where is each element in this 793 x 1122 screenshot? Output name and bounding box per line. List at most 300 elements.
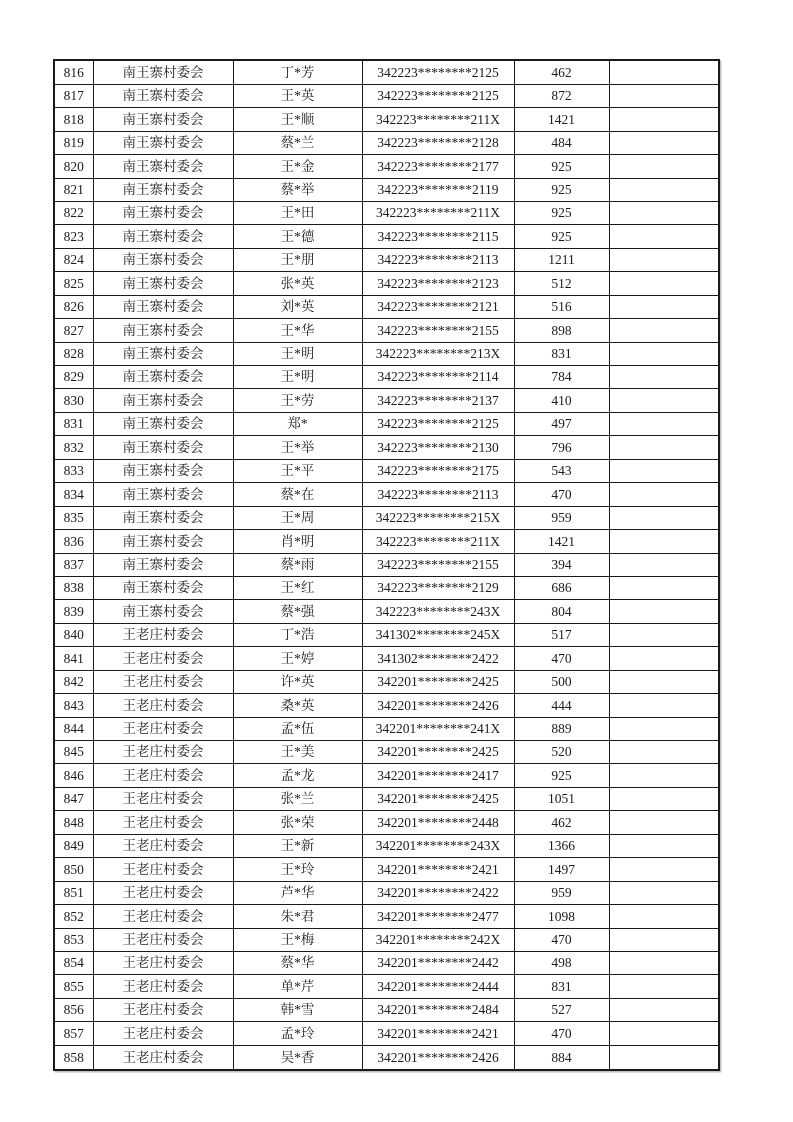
table-row [54, 951, 719, 974]
village-committee-cell: 南王寨村委会 [93, 108, 233, 131]
amount-cell: 1211 [514, 248, 609, 271]
id-number-cell: 342223********211X [362, 530, 514, 553]
remark-cell [609, 553, 719, 576]
person-name-cell: 王*明 [233, 366, 362, 389]
id-number-cell: 342201********2484 [362, 998, 514, 1021]
village-committee-cell: 南王寨村委会 [93, 248, 233, 271]
table-row [54, 60, 719, 84]
person-name-cell: 蔡*雨 [233, 553, 362, 576]
table-row [54, 764, 719, 787]
village-committee-cell: 南王寨村委会 [93, 131, 233, 154]
village-committee-cell: 王老庄村委会 [93, 834, 233, 857]
id-number-cell: 342223********243X [362, 600, 514, 623]
row-index-cell: 819 [54, 131, 93, 154]
amount-cell: 925 [514, 155, 609, 178]
row-index-cell: 844 [54, 717, 93, 740]
remark-cell [609, 975, 719, 998]
village-committee-cell: 王老庄村委会 [93, 858, 233, 881]
village-committee-cell: 南王寨村委会 [93, 506, 233, 529]
amount-cell: 543 [514, 459, 609, 482]
amount-cell: 512 [514, 272, 609, 295]
id-number-cell: 342223********211X [362, 108, 514, 131]
amount-cell: 462 [514, 811, 609, 834]
village-committee-cell: 南王寨村委会 [93, 319, 233, 342]
row-index-cell: 834 [54, 483, 93, 506]
table-row [54, 787, 719, 810]
person-name-cell: 王*顺 [233, 108, 362, 131]
id-number-cell: 342201********2444 [362, 975, 514, 998]
person-name-cell: 蔡*强 [233, 600, 362, 623]
row-index-cell: 854 [54, 951, 93, 974]
id-number-cell: 342201********2421 [362, 858, 514, 881]
id-number-cell: 342223********2175 [362, 459, 514, 482]
person-name-cell: 王*红 [233, 576, 362, 599]
id-number-cell: 342223********2125 [362, 84, 514, 107]
remark-cell [609, 741, 719, 764]
row-index-cell: 853 [54, 928, 93, 951]
village-committee-cell: 南王寨村委会 [93, 436, 233, 459]
row-index-cell: 849 [54, 834, 93, 857]
person-name-cell: 张*兰 [233, 787, 362, 810]
table-row [54, 530, 719, 553]
person-name-cell: 孟*龙 [233, 764, 362, 787]
table-row [54, 178, 719, 201]
id-number-cell: 341302********2422 [362, 647, 514, 670]
person-name-cell: 丁*芳 [233, 60, 362, 84]
row-index-cell: 826 [54, 295, 93, 318]
row-index-cell: 852 [54, 905, 93, 928]
village-committee-cell: 王老庄村委会 [93, 998, 233, 1021]
remark-cell [609, 600, 719, 623]
amount-cell: 925 [514, 764, 609, 787]
row-index-cell: 857 [54, 1022, 93, 1045]
remark-cell [609, 623, 719, 646]
id-number-cell: 342201********243X [362, 834, 514, 857]
person-name-cell: 朱*君 [233, 905, 362, 928]
person-name-cell: 王*举 [233, 436, 362, 459]
row-index-cell: 831 [54, 412, 93, 435]
remark-cell [609, 60, 719, 84]
table-row [54, 342, 719, 365]
person-name-cell: 王*梅 [233, 928, 362, 951]
village-committee-cell: 南王寨村委会 [93, 553, 233, 576]
amount-cell: 925 [514, 225, 609, 248]
remark-cell [609, 951, 719, 974]
table-row [54, 811, 719, 834]
remark-cell [609, 764, 719, 787]
person-name-cell: 孟*伍 [233, 717, 362, 740]
amount-cell: 498 [514, 951, 609, 974]
table-row [54, 295, 719, 318]
remark-cell [609, 201, 719, 224]
table-row [54, 717, 719, 740]
person-name-cell: 王*玲 [233, 858, 362, 881]
id-number-cell: 342201********2425 [362, 670, 514, 693]
id-number-cell: 342201********2421 [362, 1022, 514, 1045]
id-number-cell: 342223********2129 [362, 576, 514, 599]
row-index-cell: 825 [54, 272, 93, 295]
row-index-cell: 829 [54, 366, 93, 389]
person-name-cell: 王*金 [233, 155, 362, 178]
village-committee-cell: 南王寨村委会 [93, 225, 233, 248]
id-number-cell: 342223********2114 [362, 366, 514, 389]
amount-cell: 1051 [514, 787, 609, 810]
row-index-cell: 824 [54, 248, 93, 271]
remark-cell [609, 295, 719, 318]
table-row [54, 670, 719, 693]
table-row [54, 389, 719, 412]
remark-cell [609, 717, 719, 740]
amount-cell: 1366 [514, 834, 609, 857]
remark-cell [609, 834, 719, 857]
amount-cell: 796 [514, 436, 609, 459]
row-index-cell: 856 [54, 998, 93, 1021]
id-number-cell: 342223********2155 [362, 553, 514, 576]
id-number-cell: 341302********245X [362, 623, 514, 646]
person-name-cell: 王*德 [233, 225, 362, 248]
id-number-cell: 342223********2125 [362, 412, 514, 435]
id-number-cell: 342201********2477 [362, 905, 514, 928]
row-index-cell: 847 [54, 787, 93, 810]
amount-cell: 1497 [514, 858, 609, 881]
id-number-cell: 342223********2115 [362, 225, 514, 248]
village-committee-cell: 南王寨村委会 [93, 155, 233, 178]
remark-cell [609, 1045, 719, 1070]
person-name-cell: 王*新 [233, 834, 362, 857]
amount-cell: 470 [514, 928, 609, 951]
remark-cell [609, 787, 719, 810]
table-row [54, 834, 719, 857]
id-number-cell: 342223********213X [362, 342, 514, 365]
table-row [54, 998, 719, 1021]
village-committee-cell: 王老庄村委会 [93, 694, 233, 717]
row-index-cell: 832 [54, 436, 93, 459]
person-name-cell: 刘*英 [233, 295, 362, 318]
amount-cell: 527 [514, 998, 609, 1021]
remark-cell [609, 155, 719, 178]
village-committee-cell: 王老庄村委会 [93, 741, 233, 764]
id-number-cell: 342223********2130 [362, 436, 514, 459]
amount-cell: 497 [514, 412, 609, 435]
row-index-cell: 836 [54, 530, 93, 553]
row-index-cell: 835 [54, 506, 93, 529]
remark-cell [609, 576, 719, 599]
person-name-cell: 王*明 [233, 342, 362, 365]
row-index-cell: 841 [54, 647, 93, 670]
row-index-cell: 830 [54, 389, 93, 412]
village-committee-cell: 王老庄村委会 [93, 975, 233, 998]
table-row [54, 412, 719, 435]
amount-cell: 872 [514, 84, 609, 107]
id-number-cell: 342201********2426 [362, 694, 514, 717]
id-number-cell: 342223********2113 [362, 483, 514, 506]
id-number-cell: 342223********2177 [362, 155, 514, 178]
id-number-cell: 342201********242X [362, 928, 514, 951]
table-row [54, 647, 719, 670]
id-number-cell: 342223********2137 [362, 389, 514, 412]
remark-cell [609, 108, 719, 131]
village-committee-cell: 南王寨村委会 [93, 412, 233, 435]
remark-cell [609, 694, 719, 717]
village-committee-cell: 南王寨村委会 [93, 576, 233, 599]
remark-cell [609, 225, 719, 248]
village-committee-cell: 南王寨村委会 [93, 366, 233, 389]
id-number-cell: 342223********2119 [362, 178, 514, 201]
remark-cell [609, 459, 719, 482]
village-committee-cell: 南王寨村委会 [93, 600, 233, 623]
table-row [54, 319, 719, 342]
remark-cell [609, 178, 719, 201]
remark-cell [609, 506, 719, 529]
amount-cell: 410 [514, 389, 609, 412]
person-name-cell: 蔡*兰 [233, 131, 362, 154]
amount-cell: 444 [514, 694, 609, 717]
row-index-cell: 821 [54, 178, 93, 201]
table-row [54, 623, 719, 646]
village-committee-cell: 王老庄村委会 [93, 670, 233, 693]
row-index-cell: 840 [54, 623, 93, 646]
remark-cell [609, 858, 719, 881]
table-row [54, 108, 719, 131]
person-name-cell: 王*朋 [233, 248, 362, 271]
amount-cell: 804 [514, 600, 609, 623]
person-name-cell: 王*周 [233, 506, 362, 529]
row-index-cell: 858 [54, 1045, 93, 1070]
person-name-cell: 蔡*华 [233, 951, 362, 974]
village-committee-cell: 王老庄村委会 [93, 717, 233, 740]
row-index-cell: 833 [54, 459, 93, 482]
village-committee-cell: 王老庄村委会 [93, 787, 233, 810]
amount-cell: 1098 [514, 905, 609, 928]
id-number-cell: 342201********2442 [362, 951, 514, 974]
village-committee-cell: 王老庄村委会 [93, 1045, 233, 1070]
village-committee-cell: 王老庄村委会 [93, 647, 233, 670]
table-row [54, 155, 719, 178]
id-number-cell: 342223********2125 [362, 60, 514, 84]
person-name-cell: 丁*浩 [233, 623, 362, 646]
amount-cell: 925 [514, 201, 609, 224]
id-number-cell: 342201********2425 [362, 741, 514, 764]
id-number-cell: 342223********2128 [362, 131, 514, 154]
row-index-cell: 837 [54, 553, 93, 576]
row-index-cell: 816 [54, 60, 93, 84]
id-number-cell: 342223********2155 [362, 319, 514, 342]
person-name-cell: 韩*雪 [233, 998, 362, 1021]
beneficiary-table-body [54, 60, 719, 1070]
table-row [54, 905, 719, 928]
remark-cell [609, 272, 719, 295]
amount-cell: 889 [514, 717, 609, 740]
remark-cell [609, 530, 719, 553]
row-index-cell: 822 [54, 201, 93, 224]
table-row [54, 553, 719, 576]
table-row [54, 928, 719, 951]
amount-cell: 1421 [514, 108, 609, 131]
table-row [54, 576, 719, 599]
village-committee-cell: 南王寨村委会 [93, 272, 233, 295]
remark-cell [609, 366, 719, 389]
village-committee-cell: 南王寨村委会 [93, 60, 233, 84]
remark-cell [609, 131, 719, 154]
row-index-cell: 817 [54, 84, 93, 107]
amount-cell: 925 [514, 178, 609, 201]
row-index-cell: 855 [54, 975, 93, 998]
table-row [54, 225, 719, 248]
village-committee-cell: 南王寨村委会 [93, 483, 233, 506]
person-name-cell: 王*华 [233, 319, 362, 342]
table-row [54, 459, 719, 482]
village-committee-cell: 王老庄村委会 [93, 881, 233, 904]
table-row [54, 131, 719, 154]
village-committee-cell: 王老庄村委会 [93, 764, 233, 787]
id-number-cell: 342201********2426 [362, 1045, 514, 1070]
person-name-cell: 郑* [233, 412, 362, 435]
amount-cell: 470 [514, 647, 609, 670]
remark-cell [609, 436, 719, 459]
remark-cell [609, 319, 719, 342]
table-row [54, 694, 719, 717]
remark-cell [609, 647, 719, 670]
person-name-cell: 孟*玲 [233, 1022, 362, 1045]
row-index-cell: 846 [54, 764, 93, 787]
remark-cell [609, 84, 719, 107]
row-index-cell: 838 [54, 576, 93, 599]
remark-cell [609, 1022, 719, 1045]
person-name-cell: 单*芹 [233, 975, 362, 998]
table-row [54, 436, 719, 459]
amount-cell: 516 [514, 295, 609, 318]
amount-cell: 686 [514, 576, 609, 599]
row-index-cell: 839 [54, 600, 93, 623]
remark-cell [609, 483, 719, 506]
amount-cell: 959 [514, 506, 609, 529]
village-committee-cell: 南王寨村委会 [93, 389, 233, 412]
remark-cell [609, 342, 719, 365]
id-number-cell: 342201********241X [362, 717, 514, 740]
row-index-cell: 828 [54, 342, 93, 365]
row-index-cell: 848 [54, 811, 93, 834]
village-committee-cell: 南王寨村委会 [93, 178, 233, 201]
table-row [54, 600, 719, 623]
amount-cell: 831 [514, 975, 609, 998]
amount-cell: 520 [514, 741, 609, 764]
village-committee-cell: 南王寨村委会 [93, 530, 233, 553]
table-row [54, 858, 719, 881]
id-number-cell: 342223********211X [362, 201, 514, 224]
beneficiary-table [53, 59, 720, 1071]
amount-cell: 484 [514, 131, 609, 154]
village-committee-cell: 王老庄村委会 [93, 811, 233, 834]
amount-cell: 394 [514, 553, 609, 576]
amount-cell: 959 [514, 881, 609, 904]
amount-cell: 898 [514, 319, 609, 342]
amount-cell: 517 [514, 623, 609, 646]
person-name-cell: 蔡*在 [233, 483, 362, 506]
person-name-cell: 张*荣 [233, 811, 362, 834]
row-index-cell: 827 [54, 319, 93, 342]
village-committee-cell: 南王寨村委会 [93, 84, 233, 107]
village-committee-cell: 王老庄村委会 [93, 1022, 233, 1045]
id-number-cell: 342201********2422 [362, 881, 514, 904]
village-committee-cell: 王老庄村委会 [93, 905, 233, 928]
table-row [54, 506, 719, 529]
village-committee-cell: 王老庄村委会 [93, 951, 233, 974]
person-name-cell: 许*英 [233, 670, 362, 693]
row-index-cell: 842 [54, 670, 93, 693]
id-number-cell: 342223********2123 [362, 272, 514, 295]
person-name-cell: 王*田 [233, 201, 362, 224]
table-row [54, 201, 719, 224]
table-row [54, 881, 719, 904]
row-index-cell: 843 [54, 694, 93, 717]
remark-cell [609, 998, 719, 1021]
amount-cell: 784 [514, 366, 609, 389]
amount-cell: 470 [514, 483, 609, 506]
remark-cell [609, 811, 719, 834]
person-name-cell: 蔡*举 [233, 178, 362, 201]
person-name-cell: 张*英 [233, 272, 362, 295]
id-number-cell: 342223********215X [362, 506, 514, 529]
village-committee-cell: 王老庄村委会 [93, 623, 233, 646]
row-index-cell: 818 [54, 108, 93, 131]
table-row [54, 248, 719, 271]
id-number-cell: 342201********2417 [362, 764, 514, 787]
row-index-cell: 845 [54, 741, 93, 764]
remark-cell [609, 670, 719, 693]
person-name-cell: 王*婷 [233, 647, 362, 670]
table-row [54, 1022, 719, 1045]
amount-cell: 462 [514, 60, 609, 84]
remark-cell [609, 881, 719, 904]
table-row [54, 483, 719, 506]
amount-cell: 500 [514, 670, 609, 693]
person-name-cell: 肖*明 [233, 530, 362, 553]
remark-cell [609, 248, 719, 271]
table-row [54, 272, 719, 295]
person-name-cell: 吴*香 [233, 1045, 362, 1070]
id-number-cell: 342223********2121 [362, 295, 514, 318]
id-number-cell: 342201********2448 [362, 811, 514, 834]
person-name-cell: 王*英 [233, 84, 362, 107]
person-name-cell: 芦*华 [233, 881, 362, 904]
table-row [54, 741, 719, 764]
id-number-cell: 342201********2425 [362, 787, 514, 810]
village-committee-cell: 南王寨村委会 [93, 459, 233, 482]
person-name-cell: 桑*英 [233, 694, 362, 717]
row-index-cell: 850 [54, 858, 93, 881]
table-row [54, 1045, 719, 1070]
row-index-cell: 823 [54, 225, 93, 248]
remark-cell [609, 389, 719, 412]
row-index-cell: 820 [54, 155, 93, 178]
village-committee-cell: 南王寨村委会 [93, 201, 233, 224]
person-name-cell: 王*平 [233, 459, 362, 482]
table-row [54, 366, 719, 389]
person-name-cell: 王*美 [233, 741, 362, 764]
village-committee-cell: 南王寨村委会 [93, 342, 233, 365]
remark-cell [609, 412, 719, 435]
row-index-cell: 851 [54, 881, 93, 904]
id-number-cell: 342223********2113 [362, 248, 514, 271]
remark-cell [609, 905, 719, 928]
table-row [54, 975, 719, 998]
remark-cell [609, 928, 719, 951]
village-committee-cell: 南王寨村委会 [93, 295, 233, 318]
amount-cell: 884 [514, 1045, 609, 1070]
amount-cell: 1421 [514, 530, 609, 553]
amount-cell: 831 [514, 342, 609, 365]
table-row [54, 84, 719, 107]
